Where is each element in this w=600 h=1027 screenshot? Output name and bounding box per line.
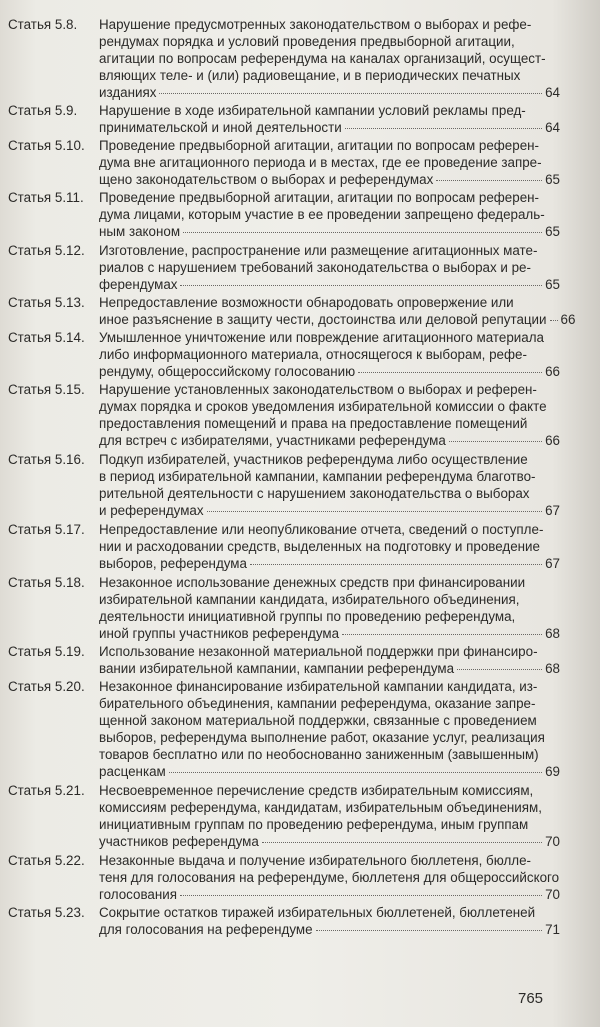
- title-line: Нарушение установленных законодательством о выборах и референ-: [99, 382, 537, 397]
- article-title: [99, 521, 560, 572]
- title-last-line: [99, 276, 560, 293]
- dot-leader: [183, 232, 542, 233]
- article-number: Статья 5.12.: [8, 243, 85, 258]
- dot-leader: [358, 372, 542, 373]
- title-last-line: [99, 223, 560, 240]
- title-line: избирательной кампании кандидата, избирательного объединения,: [99, 592, 520, 607]
- article-number: Статья 5.9.: [8, 103, 78, 118]
- page-ref: 67: [545, 556, 560, 571]
- title-line: щенной законом материальной поддержки, связанные с проведением: [99, 713, 537, 728]
- article-title: [99, 381, 560, 449]
- toc-entry: [8, 294, 576, 328]
- title-line: принимательской и иной деятельности: [99, 120, 342, 135]
- toc-entry: [8, 16, 560, 101]
- title-line: дума лицами, которым участие в ее проведении запрещено федераль-: [99, 207, 545, 222]
- title-line: иное разъяснение в защиту чести, достоинства или деловой репутации: [99, 312, 547, 327]
- dot-leader: [550, 320, 558, 321]
- dot-leader: [436, 180, 542, 181]
- article-number: Статья 5.14.: [8, 330, 85, 345]
- dot-leader: [250, 564, 542, 565]
- title-last-line: [99, 432, 560, 449]
- title-line: Незаконное использование денежных средств при финансировании: [99, 575, 526, 590]
- article-title: [99, 242, 560, 293]
- toc-entry: [8, 782, 560, 850]
- title-line: предоставления помещений и права на предоставление помещений: [99, 416, 528, 431]
- article-number: Статья 5.18.: [8, 575, 85, 590]
- title-line: агитации по вопросам референдума на каналах организаций, осущест-: [99, 51, 546, 66]
- page-ref: 66: [560, 312, 576, 327]
- title-line: товаров бесплатно или по необоснованно заниженным (завышенным): [99, 747, 539, 762]
- title-line: Нарушение предусмотренных законодательством о выборах и рефе-: [99, 17, 532, 32]
- page-ref: 66: [545, 364, 560, 379]
- article-title: [99, 574, 560, 642]
- title-line: нии и расходовании средств, выделенных на подготовку и проведение: [99, 539, 540, 554]
- page-ref: 70: [545, 834, 560, 849]
- article-number: Статья 5.16.: [8, 452, 85, 467]
- title-line: Незаконные выдача и получение избирательного бюллетеня, бюлле-: [99, 853, 531, 868]
- title-line: выборов, референдума выполнение работ, оказание услуг, реализация: [99, 730, 545, 745]
- toc-entry: [8, 329, 560, 380]
- page-ref: 68: [545, 626, 560, 641]
- dot-leader: [345, 128, 542, 129]
- article-number: Статья 5.10.: [8, 138, 85, 153]
- page-ref: 70: [545, 887, 560, 902]
- article-number: Статья 5.20.: [8, 679, 85, 694]
- page-ref: 67: [545, 503, 560, 518]
- toc-entry: [8, 451, 560, 519]
- article-title: [99, 852, 560, 903]
- toc-entry: [8, 643, 560, 677]
- title-line: щено законодательством о выборах и референдумах: [99, 172, 434, 187]
- title-line: думах порядка и сроков уведомления избирательной комиссии о факте: [99, 399, 547, 414]
- title-line: Проведение предвыборной агитации, агитации по вопросам референ-: [99, 138, 540, 153]
- title-line: Использование незаконной материальной поддержки при финансиро-: [99, 644, 538, 659]
- article-title: [99, 102, 560, 136]
- title-line: рительной деятельности с нарушением законодательства о выборах: [99, 486, 530, 501]
- toc-entry: [8, 381, 560, 449]
- title-last-line: [99, 555, 560, 572]
- title-line: Незаконное финансирование избирательной кампании кандидата, из-: [99, 679, 538, 694]
- page-ref: 71: [545, 922, 560, 937]
- title-line: Сокрытие остатков тиражей избирательных бюллетеней, бюллетеней: [99, 905, 536, 920]
- title-line: ферендумах: [99, 277, 178, 292]
- article-title: [99, 643, 560, 677]
- toc-entry: [8, 574, 560, 642]
- title-line: Несвоевременное перечисление средств избирательным комиссиям,: [99, 783, 534, 798]
- title-line: голосования: [99, 887, 177, 902]
- article-title: [99, 189, 560, 240]
- title-line: вании избирательной кампании, кампании референдума: [99, 661, 455, 676]
- page-ref: 65: [545, 172, 560, 187]
- article-title: [99, 782, 560, 850]
- toc-entry: [8, 189, 560, 240]
- title-line: комиссиям референдума, кандидатам, избирательным объединениям,: [99, 800, 542, 815]
- title-line: Изготовление, распространение или размещение агитационных мате-: [99, 243, 538, 258]
- toc-entry: [8, 242, 560, 293]
- title-line: дума вне агитационного периода и в местах, где ее проведение запре-: [99, 155, 542, 170]
- title-line: и референдумах: [99, 503, 204, 518]
- title-line: Непредоставление или неопубликование отчета, сведений о поступле-: [99, 522, 544, 537]
- title-line: расценкам: [99, 764, 166, 779]
- title-last-line: [99, 311, 575, 328]
- title-line: ным законом: [99, 224, 181, 239]
- title-last-line: [99, 921, 560, 938]
- title-line: Подкуп избирателей, участников референдума либо осуществление: [99, 452, 528, 467]
- page-ref: 65: [545, 277, 560, 292]
- article-number: Статья 5.13.: [8, 295, 85, 310]
- dot-leader: [180, 285, 542, 286]
- article-number: Статья 5.8.: [8, 17, 78, 32]
- article-title: [99, 329, 560, 380]
- title-last-line: [99, 833, 560, 850]
- title-line: вляющих теле- и (или) радиовещание, и в периодических печатных: [99, 68, 521, 83]
- title-last-line: [99, 886, 560, 903]
- article-number: Статья 5.23.: [8, 905, 85, 920]
- title-line: Непредоставление возможности обнародовать опровержение или: [99, 295, 514, 310]
- page-ref: 64: [545, 120, 560, 135]
- title-line: либо информационного материала, относящегося к выборам, рефе-: [99, 347, 527, 362]
- title-line: Проведение предвыборной агитации, агитации по вопросам референ-: [99, 190, 540, 205]
- page-ref: 69: [545, 764, 560, 779]
- title-line: рендуму, общероссийскому голосованию: [99, 364, 356, 379]
- toc-entry: [8, 102, 560, 136]
- title-line: для встреч с избирателями, участниками референдума: [99, 433, 446, 448]
- toc-entry: [8, 678, 560, 780]
- article-number: Статья 5.21.: [8, 783, 85, 798]
- title-line: в период избирательной кампании, кампании референдума благотво-: [99, 469, 536, 484]
- article-title: [99, 678, 560, 780]
- title-line: деятельности инициативной группы по проведению референдума,: [99, 609, 516, 624]
- article-number: Статья 5.19.: [8, 644, 85, 659]
- title-last-line: [99, 763, 560, 780]
- article-title: [99, 451, 560, 519]
- dot-leader: [342, 634, 542, 635]
- title-line: рендумах порядка и условий проведения предвыборной агитации,: [99, 34, 515, 49]
- article-title: [99, 16, 560, 101]
- dot-leader: [180, 895, 542, 896]
- dot-leader: [262, 842, 542, 843]
- article-title: [99, 904, 560, 938]
- page-ref: 66: [545, 433, 560, 448]
- title-line: участников референдума: [99, 834, 259, 849]
- title-line: Нарушение в ходе избирательной кампании условий рекламы пред-: [99, 103, 526, 118]
- title-last-line: [99, 171, 560, 188]
- dot-leader: [159, 93, 542, 94]
- page-ref: 65: [545, 224, 560, 239]
- title-line: инициативным группам по проведению референдума, иным группам: [99, 817, 529, 832]
- title-line: риалов с нарушением требований законодательства о выборах и ре-: [99, 260, 531, 275]
- toc-entry: [8, 852, 560, 903]
- title-line: иной группы участников референдума: [99, 626, 340, 641]
- title-line: бирательного объединения, кампании референдума, оказание запре-: [99, 696, 536, 711]
- toc-entry: [8, 521, 560, 572]
- page-ref: 64: [545, 85, 560, 100]
- title-last-line: [99, 502, 560, 519]
- dot-leader: [169, 772, 542, 773]
- article-title: [99, 137, 560, 188]
- title-last-line: [99, 84, 560, 101]
- dot-leader: [457, 669, 542, 670]
- article-title: [99, 294, 575, 328]
- title-last-line: [99, 363, 560, 380]
- title-line: выборов, референдума: [99, 556, 247, 571]
- dot-leader: [449, 441, 542, 442]
- toc-entry: [8, 137, 560, 188]
- toc-entry: [8, 904, 560, 938]
- title-last-line: [99, 660, 560, 677]
- title-last-line: [99, 119, 560, 136]
- page-number: 765: [518, 990, 544, 1007]
- page-ref: 68: [545, 661, 560, 676]
- article-number: Статья 5.15.: [8, 382, 85, 397]
- title-last-line: [99, 625, 560, 642]
- title-line: для голосования на референдуме: [99, 922, 313, 937]
- dot-leader: [316, 930, 543, 931]
- dot-leader: [207, 511, 543, 512]
- article-number: Статья 5.22.: [8, 853, 85, 868]
- title-line: изданиях: [99, 85, 157, 100]
- title-line: теня для голосования на референдуме, бюллетеня для общероссийского: [99, 870, 560, 885]
- table-of-contents: [8, 16, 576, 938]
- article-number: Статья 5.17.: [8, 522, 85, 537]
- article-number: Статья 5.11.: [8, 190, 84, 205]
- title-line: Умышленное уничтожение или повреждение агитационного материала: [99, 330, 544, 345]
